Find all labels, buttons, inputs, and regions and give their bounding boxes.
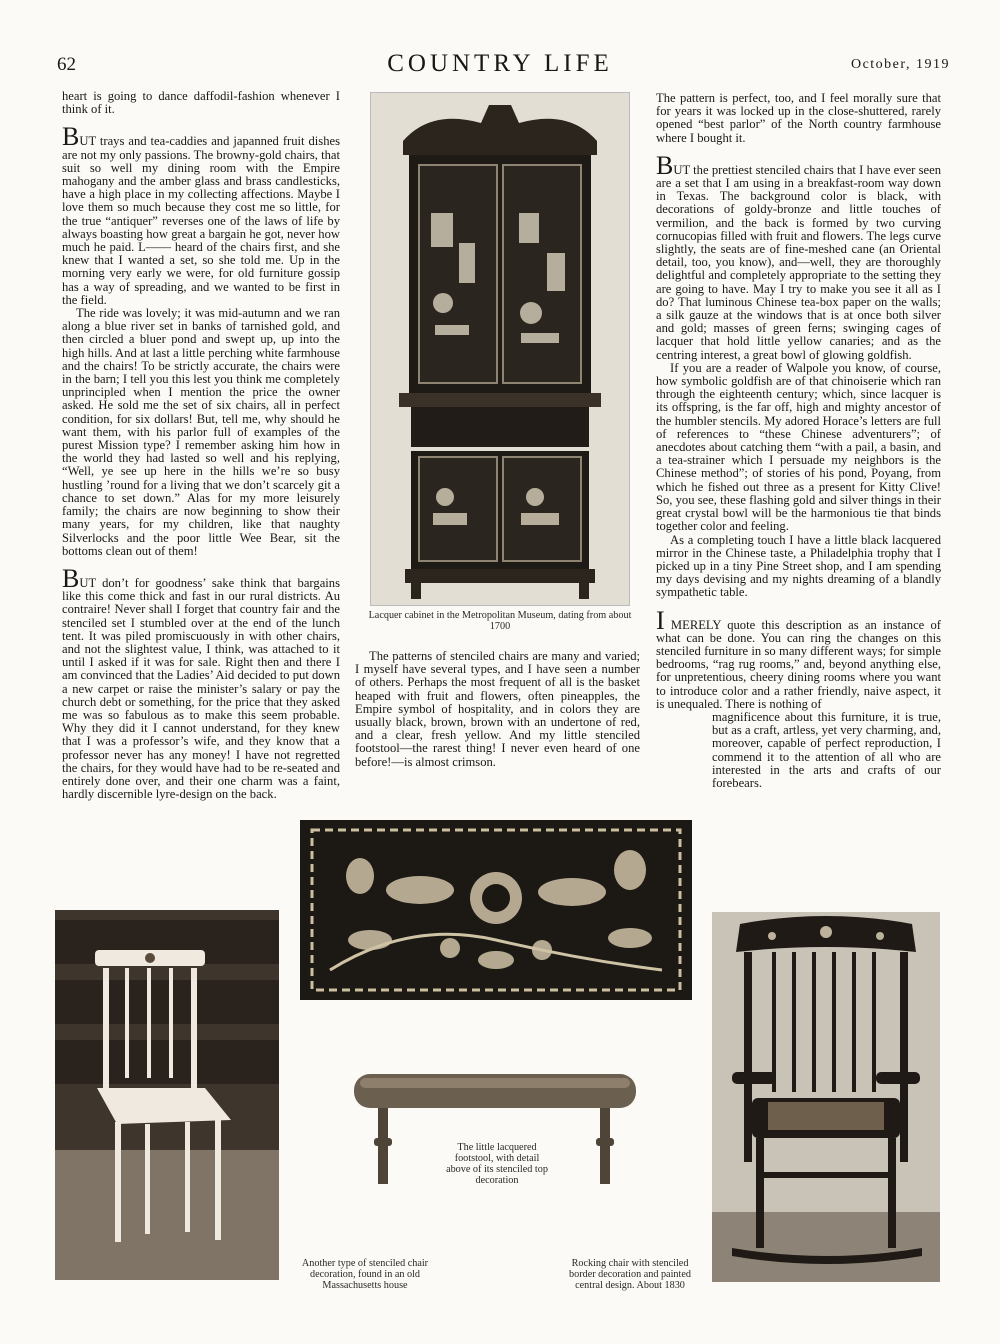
page-number: 62	[57, 54, 76, 75]
rocking-chair-photo	[712, 912, 940, 1282]
magazine-title: COUNTRY LIFE	[387, 50, 613, 77]
issue-date: October, 1919	[850, 57, 950, 72]
caption-rocker: Rocking chair with stenciled border decoration and painted central design. About 1830	[569, 1258, 691, 1291]
paragraph: magnificence about this furniture, it is true, but as a craft, artless, yet very charming, and, moreover, capable of perfect reproduction, I commend it to the attention of all who are interested in the arts and crafts of our forebears.	[712, 709, 941, 790]
paragraph: BUT don’t for goodness’ sake think that bargains like this come thick and fast in our rural districts. Au contraire! Never shall I forget that country fair and the stenciled set I stumbled over at the end of the lunch tent. It was piled promiscuously in with other chairs, and not the slightest value, I think, was attached to it until I asked if it was for sale. Right then and there I am convinced that the Ladies’ Aid decided to put down a new carpet or raise the minister’s salary or pay the church debt or something, for the price that they asked me was so fabulous as to make this seem probable. Why they did it I cannot understand, for they knew that I was a professor’s wife, and they know that a professor never has any money! I have not regretted the chairs, for they would have had to be re-seated and entirely done over, and their one charm was a faint, hardly discernible lyre-design on the back.	[62, 563, 340, 802]
paragraph: The patterns of stenciled chairs are many and varied; I myself have several types, and I have seen a number of others. Perhaps the most frequent of all is the basket heaped with fruit and flowers, often pineapples, the Empire symbol of hospitality, and in colors they are usually black, brown, brown with an undertone of red, and a clear, fresh yellow. And my little stenciled footstool—the rarest thing! I never even heard of one before!—is almost crimson.	[355, 649, 640, 769]
text-column-right	[656, 92, 941, 790]
paragraph: The pattern is perfect, too, and I feel morally sure that for years it was locked up in the close-shuttered, rarely opened “best parlor” of the North country farmhouse where I bought it.	[656, 91, 941, 145]
text-column-left	[62, 90, 340, 801]
stenciled-chair-photo	[55, 910, 279, 1280]
caption-footstool: The little lacquered footstool, with detail above of its stenciled top decoration	[446, 1142, 548, 1186]
caption-chair: Another type of stenciled chair decoration, found in an old Massachusetts house	[301, 1258, 429, 1291]
paragraph: heart is going to dance daffodil-fashion whenever I think of it.	[62, 89, 340, 117]
lacquer-cabinet-photo	[370, 92, 630, 606]
caption-cabinet: Lacquer cabinet in the Metropolitan Museum, dating from about 1700	[368, 610, 632, 632]
text-column-middle	[355, 650, 640, 769]
paragraph: BUT the prettiest stenciled chairs that I have ever seen are a set that I am using in a breakfast-room way down in Texas. The background color is black, with decorations of goldy-bronze and little touches of vermilion, and the back is formed by two curving cornucopias filled with fruit and flowers. The legs curve slightly, the seats are of fine-meshed cane (an Oriental detail, too, you know), and—well, they are thoroughly delightful and completely appropriate to the setting they are going to have. May I try to make you see it all as I do? That luminous Chinese tea-box paper on the walls; a silk gauze at the windows that is at once both silver and gold; masses of green ferns; swinging cages of lacquer that hold little yellow canaries; and as the centring interest, a great bowl of glowing goldfish.	[656, 150, 941, 362]
paragraph: I MERELY quote this description as an instance of what can be done. You can ring the changes on this stenciled furniture in so many different ways; for simple bedrooms, “rag rug rooms,” and, beyond anything else, for unpretentious, cheery dining rooms where you want to introduce color and a rather friendly, naive aspect, it is unequaled. There is nothing of	[656, 605, 941, 711]
paragraph: BUT trays and tea-caddies and japanned fruit dishes are not my only passions. The browny-gold chairs, that suit so well my dining room with the Empire mahogany and the amber glass and brass candlesticks, have a high place in my collecting affections. Maybe I love them so much because they cost me so little, for the true “antiquer” reverses one of the laws of life by always boasting how great a bargain he got, never how much he paid. L—— heard of the chairs first, and she knew that I wanted a set, so she told me. Up in the morning very early we were, for old furniture gossip has a way of spreading, and we wanted to be first in the field.	[62, 122, 340, 307]
paragraph: As a completing touch I have a little black lacquered mirror in the Chinese taste, a Philadelphia trophy that I picked up in a tiny Pine Street shop, and I am spending my days devising and my nights dreaming of a blandly sympathetic table.	[656, 532, 941, 600]
footstool-top-photo	[300, 820, 692, 1000]
paragraph: If you are a reader of Walpole you know, of course, how symbolic goldfish are of that chinoiserie which ran through the eighteenth century; which, since lacquer is its offspring, is the far off, high and mighty ancestor of the humbler stencils. My adored Horace’s letters are full of references to “these Chinese adventurers”; of anecdotes about catching them “with a pail, a basin, and a tea-strainer which I persuade my neighbors is the Chinese method”; of stories of his pond, Poyang, from which he fished out three as a present for Kitty Clive! So, you see, these flashing gold and silver things in their great crystal bowl will be the harmonious tie that binds together color and feeling.	[656, 360, 941, 534]
paragraph: The ride was lovely; it was mid-autumn and we ran along a blue river set in banks of tarnished gold, and then circled a bluer pond and swept up, up into the high hills. And at last a little perching white farmhouse and the chairs! To be strictly accurate, the chairs were in the barn; I tell you this lest you think me completely unprincipled when I mention the price the owner asked. He sold me the set of six chairs, all in perfect condition, for six dollars! But, tell me, why should he want them, with his parlor full of examples of the purest Mission type? I remember asking him how in the world they had lasted so well and his replying, “Well, ye see up here in the hills we’re so busy hustling ’round for a living that we don’t scarcely git a chance to set down.” Alas for my more leisurely family; the chairs are now beginning to show their many years, for my children, like that naughty Silverlocks and the poor little Wee Bear, sit the bottoms clean out of them!	[62, 306, 340, 558]
